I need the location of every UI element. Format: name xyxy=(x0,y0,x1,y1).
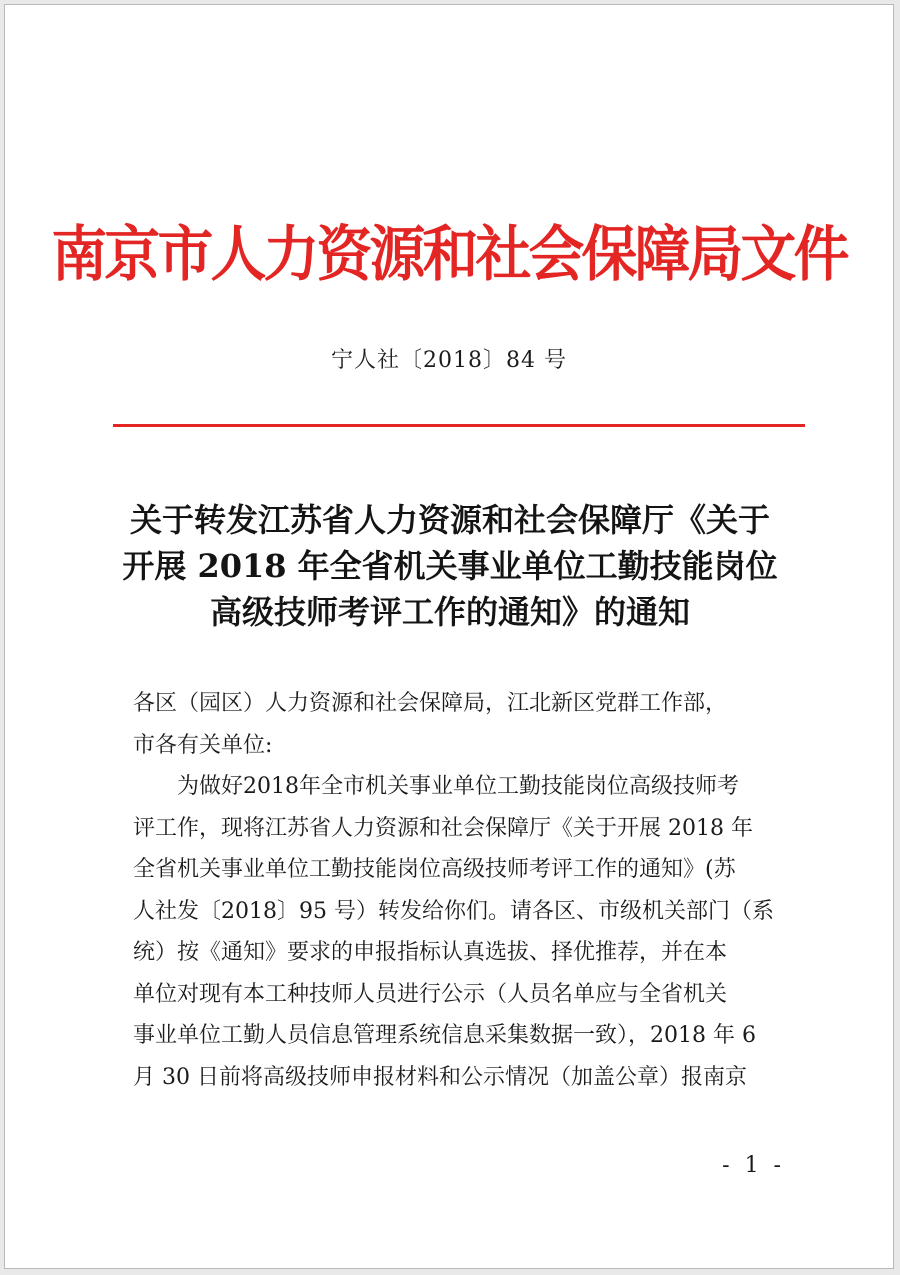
document-number: 宁人社〔2018〕84 号 xyxy=(331,348,567,373)
document-subject xyxy=(105,497,795,635)
paragraph-line: 人社发〔2018〕95 号）转发给你们。请各区、市级机关部门（系 xyxy=(133,898,774,924)
document-body xyxy=(133,683,798,1098)
recipients-line: 市各有关单位: xyxy=(133,732,273,758)
recipients-line: 各区（园区）人力资源和社会保障局，江北新区党群工作部， xyxy=(133,691,728,716)
subject-line: 开展 2018 年全省机关事业单位工勤技能岗位 xyxy=(122,547,778,585)
subject-line: 高级技师考评工作的通知》的通知 xyxy=(209,593,690,631)
paragraph-line: 统）按《通知》要求的申报指标认真选拔、择优推荐，并在本 xyxy=(133,940,728,965)
paragraph-line: 评工作，现将江苏省人力资源和社会保障厅《关于开展 2018 年 xyxy=(133,815,753,841)
page-number: - 1 - xyxy=(722,1153,785,1178)
paragraph-line: 单位对现有本工种技师人员进行公示（人员名单应与全省机关 xyxy=(133,981,728,1007)
paragraph-line: 事业单位工勤人员信息管理系统信息采集数据一致），2018 年 6 xyxy=(133,1023,756,1048)
document-page xyxy=(4,4,894,1269)
subject-line: 关于转发江苏省人力资源和社会保障厅《关于 xyxy=(129,501,770,539)
red-divider-line xyxy=(113,424,805,427)
issuer-title: 南京市人力资源和社会保障局文件 xyxy=(51,220,847,290)
paragraph-line: 月 30 日前将高级技师申报材料和公示情况（加盖公章）报南京 xyxy=(133,1064,747,1090)
paragraph-line: 为做好2018年全市机关事业单位工勤技能岗位高级技师考 xyxy=(177,774,739,799)
paragraph-line: 全省机关事业单位工勤技能岗位高级技师考评工作的通知》(苏 xyxy=(133,857,736,882)
